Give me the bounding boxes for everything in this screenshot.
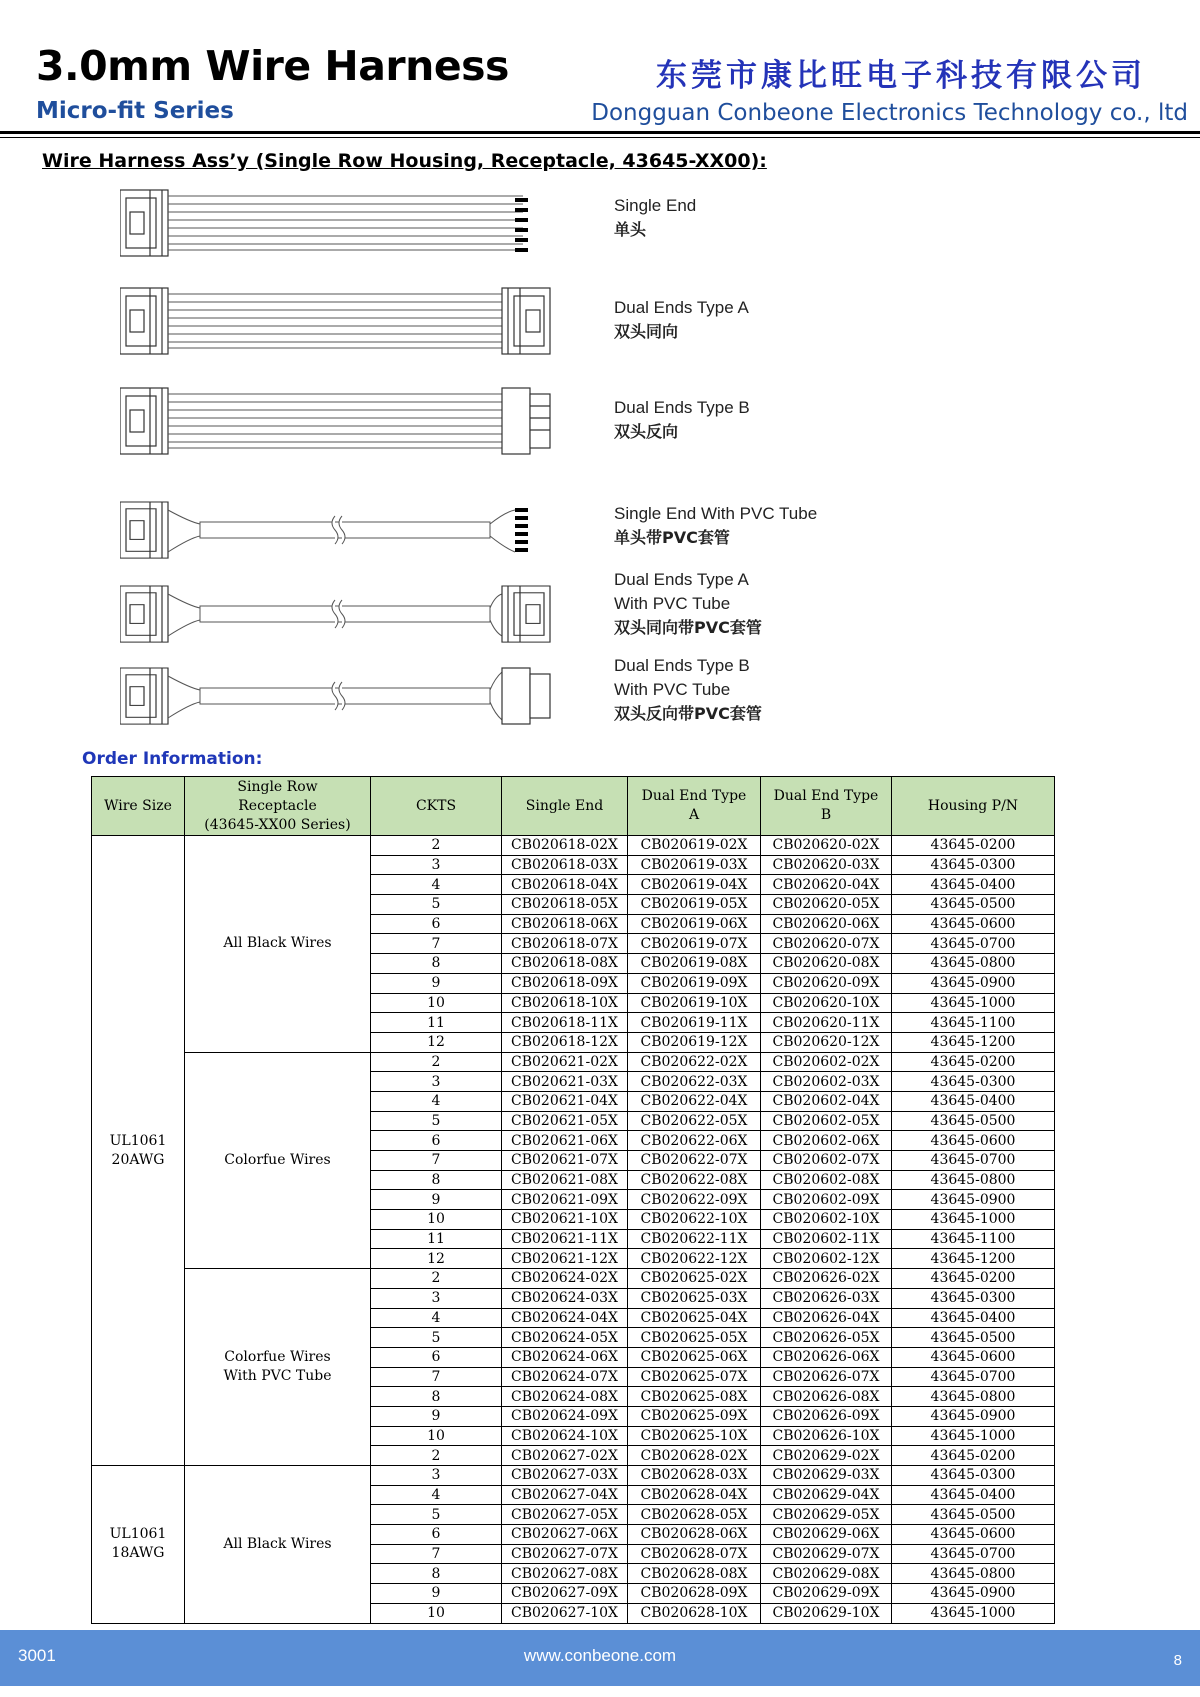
ckts-cell: 9 (371, 1190, 502, 1210)
dual-a-cell: CB020625-05X (628, 1328, 761, 1348)
ckts-cell: 5 (371, 1328, 502, 1348)
wire-type-cell (185, 1466, 371, 1624)
dual-b-cell: CB020626-10X (761, 1426, 892, 1446)
ckts-cell: 6 (371, 1525, 502, 1545)
ckts-cell: 4 (371, 1308, 502, 1328)
single-end-cell: CB020618-04X (502, 875, 628, 895)
harness-drawings (120, 186, 570, 726)
order-table (91, 776, 1055, 1624)
variant-cn: 双头反向 (614, 422, 679, 441)
col-receptacle (185, 777, 371, 836)
ckts-cell: 3 (371, 1288, 502, 1308)
single-end-cell: CB020624-09X (502, 1406, 628, 1426)
housing-cell: 43645-0800 (892, 1564, 1055, 1584)
ckts-cell: 6 (371, 914, 502, 934)
ckts-cell: 9 (371, 1406, 502, 1426)
ckts-cell: 3 (371, 1466, 502, 1486)
housing-cell: 43645-0900 (892, 973, 1055, 993)
dual-a-cell: CB020622-12X (628, 1249, 761, 1269)
col-receptacle-l2: Receptacle (238, 797, 317, 814)
dual-a-cell: CB020622-07X (628, 1151, 761, 1171)
dual-a-cell: CB020622-09X (628, 1190, 761, 1210)
housing-cell: 43645-0600 (892, 1347, 1055, 1367)
ckts-cell: 8 (371, 1170, 502, 1190)
footer-bar (0, 1630, 1200, 1686)
dual-a-cell: CB020619-12X (628, 1032, 761, 1052)
ckts-cell: 8 (371, 1564, 502, 1584)
ckts-cell: 6 (371, 1131, 502, 1151)
col-dual-b (761, 777, 892, 836)
drawing-dual-b-pvc (120, 668, 550, 724)
housing-cell: 43645-0500 (892, 1328, 1055, 1348)
dual-b-cell: CB020620-03X (761, 855, 892, 875)
ckts-cell: 5 (371, 1505, 502, 1525)
dual-b-cell: CB020602-05X (761, 1111, 892, 1131)
housing-cell: 43645-0700 (892, 1367, 1055, 1387)
dual-a-cell: CB020622-08X (628, 1170, 761, 1190)
page-title: 3.0mm Wire Harness (36, 42, 509, 90)
ckts-cell: 10 (371, 1603, 502, 1623)
variant-en: Dual Ends Type A (614, 570, 749, 589)
series-subtitle: Micro-fit Series (36, 98, 234, 124)
dual-a-cell: CB020619-02X (628, 836, 761, 856)
housing-cell: 43645-1000 (892, 1603, 1055, 1623)
housing-cell: 43645-0700 (892, 1151, 1055, 1171)
dual-b-cell: CB020602-06X (761, 1131, 892, 1151)
housing-cell: 43645-0700 (892, 934, 1055, 954)
single-end-cell: CB020618-09X (502, 973, 628, 993)
single-end-cell: CB020627-07X (502, 1544, 628, 1564)
variant-label-dual-b (614, 396, 750, 444)
dual-a-cell: CB020622-06X (628, 1131, 761, 1151)
dual-a-cell: CB020628-02X (628, 1446, 761, 1466)
table-row (92, 1052, 1055, 1072)
single-end-cell: CB020621-07X (502, 1151, 628, 1171)
single-end-cell: CB020618-02X (502, 836, 628, 856)
dual-a-cell: CB020622-11X (628, 1229, 761, 1249)
dual-a-cell: CB020628-10X (628, 1603, 761, 1623)
single-end-cell: CB020618-10X (502, 993, 628, 1013)
dual-b-cell: CB020620-06X (761, 914, 892, 934)
dual-b-cell: CB020602-08X (761, 1170, 892, 1190)
dual-b-cell: CB020620-12X (761, 1032, 892, 1052)
dual-b-cell: CB020626-09X (761, 1406, 892, 1426)
dual-a-cell: CB020628-06X (628, 1525, 761, 1545)
ckts-cell: 8 (371, 1387, 502, 1407)
housing-cell: 43645-0700 (892, 1544, 1055, 1564)
single-end-cell: CB020624-03X (502, 1288, 628, 1308)
dual-a-cell: CB020625-02X (628, 1269, 761, 1289)
ckts-cell: 9 (371, 973, 502, 993)
housing-cell: 43645-0200 (892, 1269, 1055, 1289)
dual-b-cell: CB020626-02X (761, 1269, 892, 1289)
table-row (92, 1269, 1055, 1289)
wire-type-cell (185, 1269, 371, 1466)
variant-label-dual-a-pvc (614, 568, 762, 640)
dual-b-cell: CB020620-04X (761, 875, 892, 895)
variant-en: Dual Ends Type A (614, 298, 749, 317)
dual-a-cell: CB020619-08X (628, 954, 761, 974)
dual-b-cell: CB020620-02X (761, 836, 892, 856)
dual-b-cell: CB020629-07X (761, 1544, 892, 1564)
col-dual-a-l2: A (688, 807, 700, 823)
housing-cell: 43645-0800 (892, 954, 1055, 974)
single-end-cell: CB020624-07X (502, 1367, 628, 1387)
single-end-cell: CB020624-02X (502, 1269, 628, 1289)
single-end-cell: CB020627-08X (502, 1564, 628, 1584)
dual-b-cell: CB020602-07X (761, 1151, 892, 1171)
col-dual-a (628, 777, 761, 836)
drawing-single-end-pvc (120, 502, 528, 558)
dual-b-cell: CB020629-02X (761, 1446, 892, 1466)
dual-a-cell: CB020622-05X (628, 1111, 761, 1131)
col-ckts: CKTS (371, 777, 502, 836)
wire-size-cell (92, 1466, 185, 1624)
dual-a-cell: CB020622-10X (628, 1210, 761, 1230)
housing-cell: 43645-0600 (892, 1525, 1055, 1545)
order-info-title: Order Information: (82, 749, 263, 769)
dual-a-cell: CB020619-11X (628, 1013, 761, 1033)
single-end-cell: CB020621-02X (502, 1052, 628, 1072)
housing-cell: 43645-0900 (892, 1584, 1055, 1604)
wire-type-line1: All Black Wires (223, 1535, 332, 1552)
dual-a-cell: CB020628-03X (628, 1466, 761, 1486)
dual-a-cell: CB020628-07X (628, 1544, 761, 1564)
housing-cell: 43645-0400 (892, 1485, 1055, 1505)
dual-a-cell: CB020625-06X (628, 1347, 761, 1367)
drawing-dual-ends-type-b (120, 388, 550, 454)
housing-cell: 43645-1000 (892, 993, 1055, 1013)
wire-type-line2: With PVC Tube (223, 1368, 332, 1385)
col-dual-a-l1: Dual End Type (641, 788, 747, 804)
single-end-cell: CB020618-12X (502, 1032, 628, 1052)
single-end-cell: CB020618-07X (502, 934, 628, 954)
variant-label-single-end (614, 194, 696, 242)
dual-a-cell: CB020625-09X (628, 1406, 761, 1426)
ckts-cell: 4 (371, 1485, 502, 1505)
dual-b-cell: CB020626-07X (761, 1367, 892, 1387)
wire-type-cell (185, 836, 371, 1053)
dual-b-cell: CB020629-06X (761, 1525, 892, 1545)
single-end-cell: CB020627-04X (502, 1485, 628, 1505)
wire-type-cell (185, 1052, 371, 1269)
variant-cn: 双头同向带PVC套管 (614, 618, 762, 637)
drawing-single-end (120, 190, 528, 256)
variant-cn: 单头 (614, 220, 647, 239)
dual-a-cell: CB020619-06X (628, 914, 761, 934)
ckts-cell: 2 (371, 1052, 502, 1072)
housing-cell: 43645-0500 (892, 1111, 1055, 1131)
table-row (92, 836, 1055, 856)
housing-cell: 43645-0200 (892, 836, 1055, 856)
single-end-cell: CB020624-04X (502, 1308, 628, 1328)
col-receptacle-l3: (43645-XX00 Series) (204, 816, 351, 833)
variant-en: Dual Ends Type B (614, 656, 750, 675)
variant-en: Dual Ends Type B (614, 398, 750, 417)
dual-b-cell: CB020602-04X (761, 1091, 892, 1111)
wire-type-line1: All Black Wires (223, 935, 332, 952)
variant-en2: With PVC Tube (614, 680, 731, 699)
housing-cell: 43645-1200 (892, 1249, 1055, 1269)
table-row (92, 1466, 1055, 1486)
housing-cell: 43645-0400 (892, 875, 1055, 895)
dual-a-cell: CB020628-08X (628, 1564, 761, 1584)
table-header-row (92, 777, 1055, 836)
dual-a-cell: CB020628-05X (628, 1505, 761, 1525)
dual-b-cell: CB020626-06X (761, 1347, 892, 1367)
dual-b-cell: CB020620-07X (761, 934, 892, 954)
housing-cell: 43645-0500 (892, 895, 1055, 915)
single-end-cell: CB020618-05X (502, 895, 628, 915)
col-dual-b-l2: B (820, 807, 832, 823)
dual-a-cell: CB020619-03X (628, 855, 761, 875)
housing-cell: 43645-0400 (892, 1308, 1055, 1328)
company-name-en: Dongguan Conbeone Electronics Technology co., ltd (591, 100, 1188, 126)
single-end-cell: CB020621-06X (502, 1131, 628, 1151)
dual-b-cell: CB020626-03X (761, 1288, 892, 1308)
dual-b-cell: CB020602-10X (761, 1210, 892, 1230)
wire-type-line1: Colorfue Wires (224, 1151, 331, 1168)
single-end-cell: CB020618-08X (502, 954, 628, 974)
variant-cn: 双头反向带PVC套管 (614, 704, 762, 723)
drawing-dual-a-pvc (120, 586, 550, 642)
housing-cell: 43645-1100 (892, 1013, 1055, 1033)
housing-cell: 43645-0800 (892, 1387, 1055, 1407)
dual-b-cell: CB020602-12X (761, 1249, 892, 1269)
dual-a-cell: CB020628-04X (628, 1485, 761, 1505)
housing-cell: 43645-0200 (892, 1446, 1055, 1466)
footer-code: 3001 (18, 1646, 56, 1665)
dual-b-cell: CB020626-08X (761, 1387, 892, 1407)
dual-b-cell: CB020602-02X (761, 1052, 892, 1072)
wire-type-line1: Colorfue Wires (224, 1349, 331, 1366)
housing-cell: 43645-0300 (892, 1288, 1055, 1308)
dual-b-cell: CB020620-09X (761, 973, 892, 993)
dual-b-cell: CB020602-09X (761, 1190, 892, 1210)
housing-cell: 43645-0400 (892, 1091, 1055, 1111)
dual-b-cell: CB020629-04X (761, 1485, 892, 1505)
ckts-cell: 5 (371, 1111, 502, 1131)
ckts-cell: 8 (371, 954, 502, 974)
dual-b-cell: CB020620-11X (761, 1013, 892, 1033)
company-name-cn: 东莞市康比旺电子科技有限公司 (656, 58, 1146, 94)
col-dual-b-l1: Dual End Type (773, 788, 879, 804)
single-end-cell: CB020624-10X (502, 1426, 628, 1446)
dual-b-cell: CB020629-05X (761, 1505, 892, 1525)
dual-b-cell: CB020626-04X (761, 1308, 892, 1328)
dual-b-cell: CB020626-05X (761, 1328, 892, 1348)
dual-a-cell: CB020619-05X (628, 895, 761, 915)
housing-cell: 43645-0600 (892, 1131, 1055, 1151)
dual-a-cell: CB020625-10X (628, 1426, 761, 1446)
ckts-cell: 7 (371, 1367, 502, 1387)
single-end-cell: CB020627-09X (502, 1584, 628, 1604)
col-receptacle-l1: Single Row (237, 778, 318, 795)
single-end-cell: CB020621-12X (502, 1249, 628, 1269)
variant-label-single-end-pvc (614, 502, 817, 550)
single-end-cell: CB020627-03X (502, 1466, 628, 1486)
footer-website-link[interactable]: www.conbeone.com (523, 1646, 677, 1665)
ckts-cell: 6 (371, 1347, 502, 1367)
single-end-cell: CB020621-05X (502, 1111, 628, 1131)
col-housing: Housing P/N (892, 777, 1055, 836)
ckts-cell: 10 (371, 1210, 502, 1230)
dual-a-cell: CB020625-03X (628, 1288, 761, 1308)
dual-b-cell: CB020629-10X (761, 1603, 892, 1623)
ckts-cell: 12 (371, 1032, 502, 1052)
ckts-cell: 2 (371, 836, 502, 856)
ckts-cell: 4 (371, 875, 502, 895)
single-end-cell: CB020621-11X (502, 1229, 628, 1249)
wire-size-line2: 18AWG (111, 1545, 165, 1562)
variant-en: Single End With PVC Tube (614, 504, 818, 523)
section-title: Wire Harness Ass’y (Single Row Housing, Receptacle, 43645-XX00): (42, 150, 767, 172)
dual-a-cell: CB020622-03X (628, 1072, 761, 1092)
ckts-cell: 11 (371, 1013, 502, 1033)
dual-b-cell: CB020602-11X (761, 1229, 892, 1249)
dual-a-cell: CB020619-04X (628, 875, 761, 895)
header-rule-thin (0, 137, 1200, 138)
dual-b-cell: CB020602-03X (761, 1072, 892, 1092)
single-end-cell: CB020618-06X (502, 914, 628, 934)
wire-size-line1: UL1061 (109, 1526, 167, 1543)
single-end-cell: CB020627-06X (502, 1525, 628, 1545)
dual-a-cell: CB020619-09X (628, 973, 761, 993)
housing-cell: 43645-0500 (892, 1505, 1055, 1525)
col-wire-size: Wire Size (92, 777, 185, 836)
ckts-cell: 2 (371, 1269, 502, 1289)
dual-a-cell: CB020625-04X (628, 1308, 761, 1328)
wire-size-line2: 20AWG (111, 1151, 165, 1168)
ckts-cell: 7 (371, 934, 502, 954)
ckts-cell: 4 (371, 1091, 502, 1111)
single-end-cell: CB020627-05X (502, 1505, 628, 1525)
housing-cell: 43645-1000 (892, 1426, 1055, 1446)
dual-a-cell: CB020625-07X (628, 1367, 761, 1387)
ckts-cell: 3 (371, 855, 502, 875)
ckts-cell: 11 (371, 1229, 502, 1249)
dual-b-cell: CB020620-05X (761, 895, 892, 915)
dual-b-cell: CB020629-08X (761, 1564, 892, 1584)
housing-cell: 43645-0200 (892, 1052, 1055, 1072)
housing-cell: 43645-1100 (892, 1229, 1055, 1249)
ckts-cell: 10 (371, 1426, 502, 1446)
housing-cell: 43645-0800 (892, 1170, 1055, 1190)
ckts-cell: 9 (371, 1584, 502, 1604)
dual-b-cell: CB020629-09X (761, 1584, 892, 1604)
single-end-cell: CB020624-05X (502, 1328, 628, 1348)
dual-a-cell: CB020622-02X (628, 1052, 761, 1072)
dual-a-cell: CB020622-04X (628, 1091, 761, 1111)
page-number: 8 (1173, 1652, 1182, 1669)
dual-a-cell: CB020625-08X (628, 1387, 761, 1407)
col-single-end: Single End (502, 777, 628, 836)
wire-size-cell (92, 836, 185, 1466)
dual-a-cell: CB020619-10X (628, 993, 761, 1013)
single-end-cell: CB020627-10X (502, 1603, 628, 1623)
variant-cn: 单头带PVC套管 (614, 528, 730, 547)
housing-cell: 43645-0900 (892, 1406, 1055, 1426)
ckts-cell: 5 (371, 895, 502, 915)
housing-cell: 43645-0300 (892, 1466, 1055, 1486)
variant-cn: 双头同向 (614, 322, 679, 341)
ckts-cell: 10 (371, 993, 502, 1013)
ckts-cell: 3 (371, 1072, 502, 1092)
dual-b-cell: CB020620-08X (761, 954, 892, 974)
ckts-cell: 12 (371, 1249, 502, 1269)
housing-cell: 43645-0300 (892, 855, 1055, 875)
variant-label-dual-a (614, 296, 749, 344)
order-table-body (92, 836, 1055, 1624)
variant-en: Single End (614, 196, 697, 215)
housing-cell: 43645-1000 (892, 1210, 1055, 1230)
single-end-cell: CB020624-06X (502, 1347, 628, 1367)
single-end-cell: CB020621-10X (502, 1210, 628, 1230)
drawing-dual-ends-type-a (120, 288, 550, 354)
ckts-cell: 7 (371, 1544, 502, 1564)
dual-a-cell: CB020628-09X (628, 1584, 761, 1604)
housing-cell: 43645-1200 (892, 1032, 1055, 1052)
variant-en2: With PVC Tube (614, 594, 731, 613)
ckts-cell: 7 (371, 1151, 502, 1171)
single-end-cell: CB020624-08X (502, 1387, 628, 1407)
dual-a-cell: CB020619-07X (628, 934, 761, 954)
housing-cell: 43645-0600 (892, 914, 1055, 934)
housing-cell: 43645-0900 (892, 1190, 1055, 1210)
variant-label-dual-b-pvc (614, 654, 762, 726)
single-end-cell: CB020618-11X (502, 1013, 628, 1033)
single-end-cell: CB020621-04X (502, 1091, 628, 1111)
wire-size-line1: UL1061 (109, 1132, 167, 1149)
ckts-cell: 2 (371, 1446, 502, 1466)
single-end-cell: CB020621-03X (502, 1072, 628, 1092)
single-end-cell: CB020627-02X (502, 1446, 628, 1466)
header-rule-thick (0, 131, 1200, 134)
single-end-cell: CB020618-03X (502, 855, 628, 875)
dual-b-cell: CB020629-03X (761, 1466, 892, 1486)
dual-b-cell: CB020620-10X (761, 993, 892, 1013)
single-end-cell: CB020621-08X (502, 1170, 628, 1190)
single-end-cell: CB020621-09X (502, 1190, 628, 1210)
housing-cell: 43645-0300 (892, 1072, 1055, 1092)
